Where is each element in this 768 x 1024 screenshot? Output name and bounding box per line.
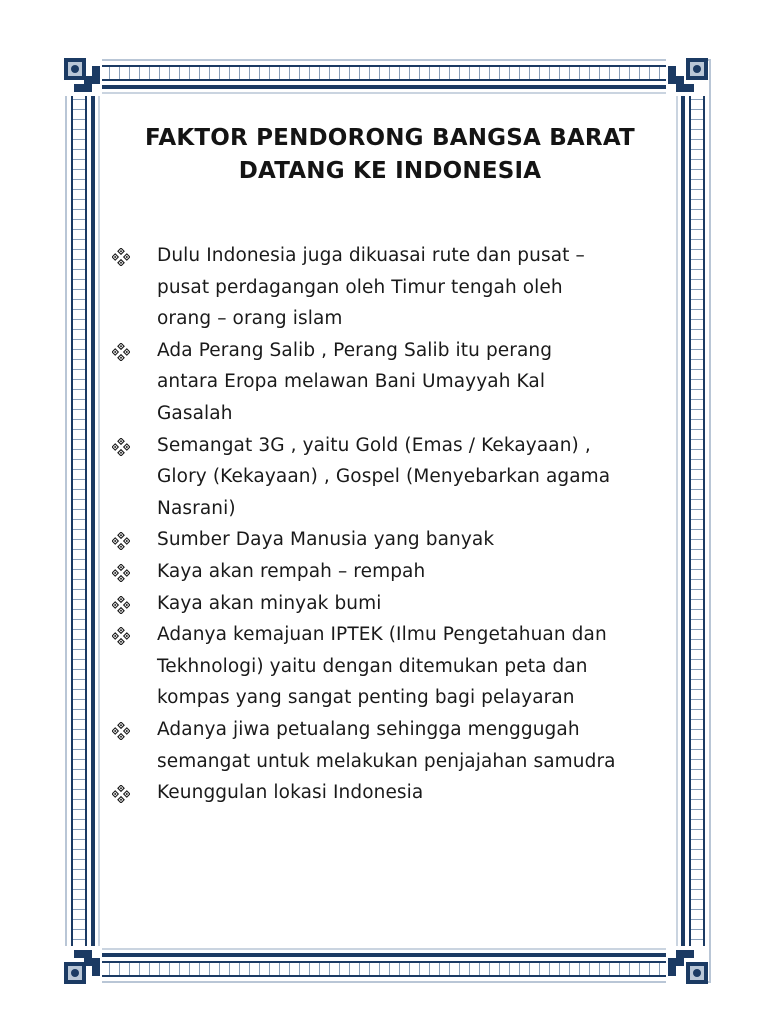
diamond-bullet-icon [112,722,130,740]
list-item [112,714,682,777]
bullet-list [112,240,682,809]
bullet-text-line: kompas yang sangat penting bagi pelayaran [157,687,575,709]
diamond-bullet-icon [112,564,130,582]
bullet-text-line: Dulu Indonesia juga dikuasai rute dan pusat – [157,245,585,266]
bullet-text-line: orang – orang islam [157,308,343,330]
diamond-bullet-icon [112,532,130,550]
bullet-text-line: Adanya kemajuan IPTEK (Ilmu Pengetahuan dan [157,624,607,646]
bullet-text-line: Semangat 3G , yaitu Gold (Emas / Kekayaan) , [157,434,591,456]
list-item [112,335,682,430]
list-item [112,556,682,588]
title-line-2: DATANG KE INDONESIA [238,158,542,184]
bullet-text-line: Tekhnologi) yaitu dengan ditemukan peta dan [157,655,588,677]
bullet-text-line: Gasalah [157,402,233,424]
bullet-text-line: pusat perdagangan oleh Timur tengah oleh [157,276,563,298]
bullet-text-line: Adanya jiwa petualang sehingga menggugah [157,718,580,740]
bullet-text-line: Nasrani) [157,497,236,519]
diamond-bullet-icon [112,438,130,456]
bullet-text-line: Ada Perang Salib , Perang Salib itu perang [157,339,553,361]
diamond-bullet-icon [112,596,130,614]
bullet-text-line: Sumber Daya Manusia yang banyak [157,529,495,551]
bullet-text-line: antara Eropa melawan Bani Umayyah Kal [157,371,546,393]
title-line-1: FAKTOR PENDORONG BANGSA BARAT [145,125,635,151]
bullet-text-line: Keunggulan lokasi Indonesia [157,782,424,804]
bullet-text-line: Kaya akan rempah – rempah [157,560,426,582]
list-item [112,777,682,809]
list-item [112,240,682,335]
bullet-text-line: semangat untuk melakukan penjajahan samudra [157,750,616,772]
list-item [112,430,682,525]
diamond-bullet-icon [112,248,130,266]
bullet-text-line: Kaya akan minyak bumi [157,592,382,614]
diamond-bullet-icon [112,343,130,361]
diamond-bullet-icon [112,785,130,803]
diamond-bullet-icon [112,627,130,645]
list-item [112,588,682,620]
list-item [112,619,682,714]
document-title [95,122,685,188]
list-item [112,524,682,556]
bullet-text-line: Glory (Kekayaan) , Gospel (Menyebarkan agama [157,466,611,488]
